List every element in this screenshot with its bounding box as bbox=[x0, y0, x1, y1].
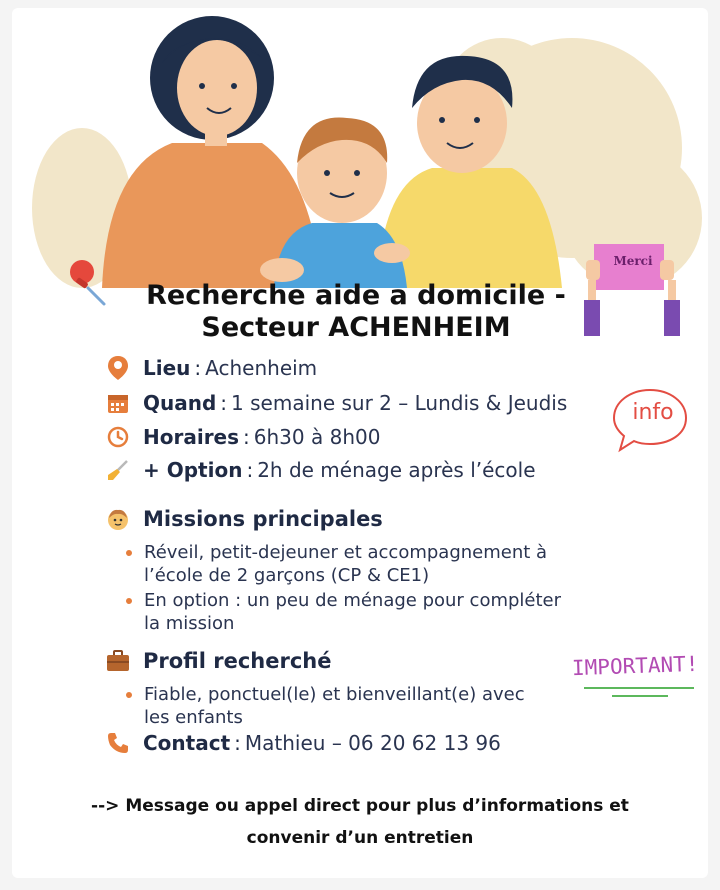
profil-heading bbox=[105, 648, 332, 674]
option-label: + Option bbox=[143, 458, 243, 482]
lieu-value: Achenheim bbox=[205, 356, 318, 380]
page-title bbox=[96, 280, 616, 344]
clock-icon bbox=[105, 424, 131, 450]
important-label: IMPORTANT! bbox=[571, 651, 699, 681]
calendar-icon bbox=[105, 390, 131, 416]
title-line-2: Secteur ACHENHEIM bbox=[201, 312, 511, 343]
list-item: En option : un peu de ménage pour compléter la mission bbox=[122, 589, 582, 635]
missions-heading bbox=[105, 506, 383, 532]
missions-list bbox=[122, 541, 582, 637]
detail-row-horaires: Horaires : 6h30 à 8h00 bbox=[105, 424, 380, 450]
horaires-value: 6h30 à 8h00 bbox=[253, 425, 381, 449]
detail-row-quand: Quand : 1 semaine sur 2 – Lundis & Jeudis bbox=[105, 390, 567, 416]
contact-row: Contact : Mathieu – 06 20 62 13 96 bbox=[105, 730, 501, 756]
footer-line-1: --> Message ou appel direct pour plus d’informations et bbox=[91, 796, 629, 816]
option-value: 2h de ménage après l’école bbox=[257, 458, 536, 482]
contact-value[interactable]: Mathieu – 06 20 62 13 96 bbox=[244, 731, 501, 755]
detail-row-option: + Option : 2h de ménage après l’école bbox=[105, 457, 536, 483]
title-line-1: Recherche aide a domicile - bbox=[146, 280, 566, 311]
quand-label: Quand bbox=[143, 391, 217, 415]
missions-title: Missions principales bbox=[143, 507, 383, 531]
phone-icon bbox=[105, 730, 131, 756]
contact-label: Contact bbox=[143, 731, 231, 755]
horaires-label: Horaires bbox=[143, 425, 240, 449]
profil-list bbox=[122, 683, 542, 731]
list-item: Réveil, petit-dejeuner et accompagnement à l’école de 2 garçons (CP & CE1) bbox=[122, 541, 582, 587]
footer-line-2: convenir d’un entretien bbox=[246, 828, 474, 848]
lieu-label: Lieu bbox=[143, 356, 191, 380]
important-underline bbox=[582, 684, 707, 702]
detail-row-lieu: Lieu : Achenheim bbox=[105, 355, 317, 381]
broom-icon bbox=[105, 457, 131, 483]
profil-title: Profil recherché bbox=[143, 649, 332, 673]
child-face-icon bbox=[105, 506, 131, 532]
footer-call-to-action bbox=[52, 790, 668, 854]
merci-label: Merci bbox=[613, 254, 653, 268]
briefcase-icon bbox=[105, 648, 131, 674]
quand-value: 1 semaine sur 2 – Lundis & Jeudis bbox=[231, 391, 568, 415]
flyer-card bbox=[12, 8, 708, 878]
info-label: info bbox=[632, 400, 674, 425]
list-item: Fiable, ponctuel(le) et bienveillant(e) avec les enfants bbox=[122, 683, 542, 729]
location-pin-icon bbox=[105, 355, 131, 381]
